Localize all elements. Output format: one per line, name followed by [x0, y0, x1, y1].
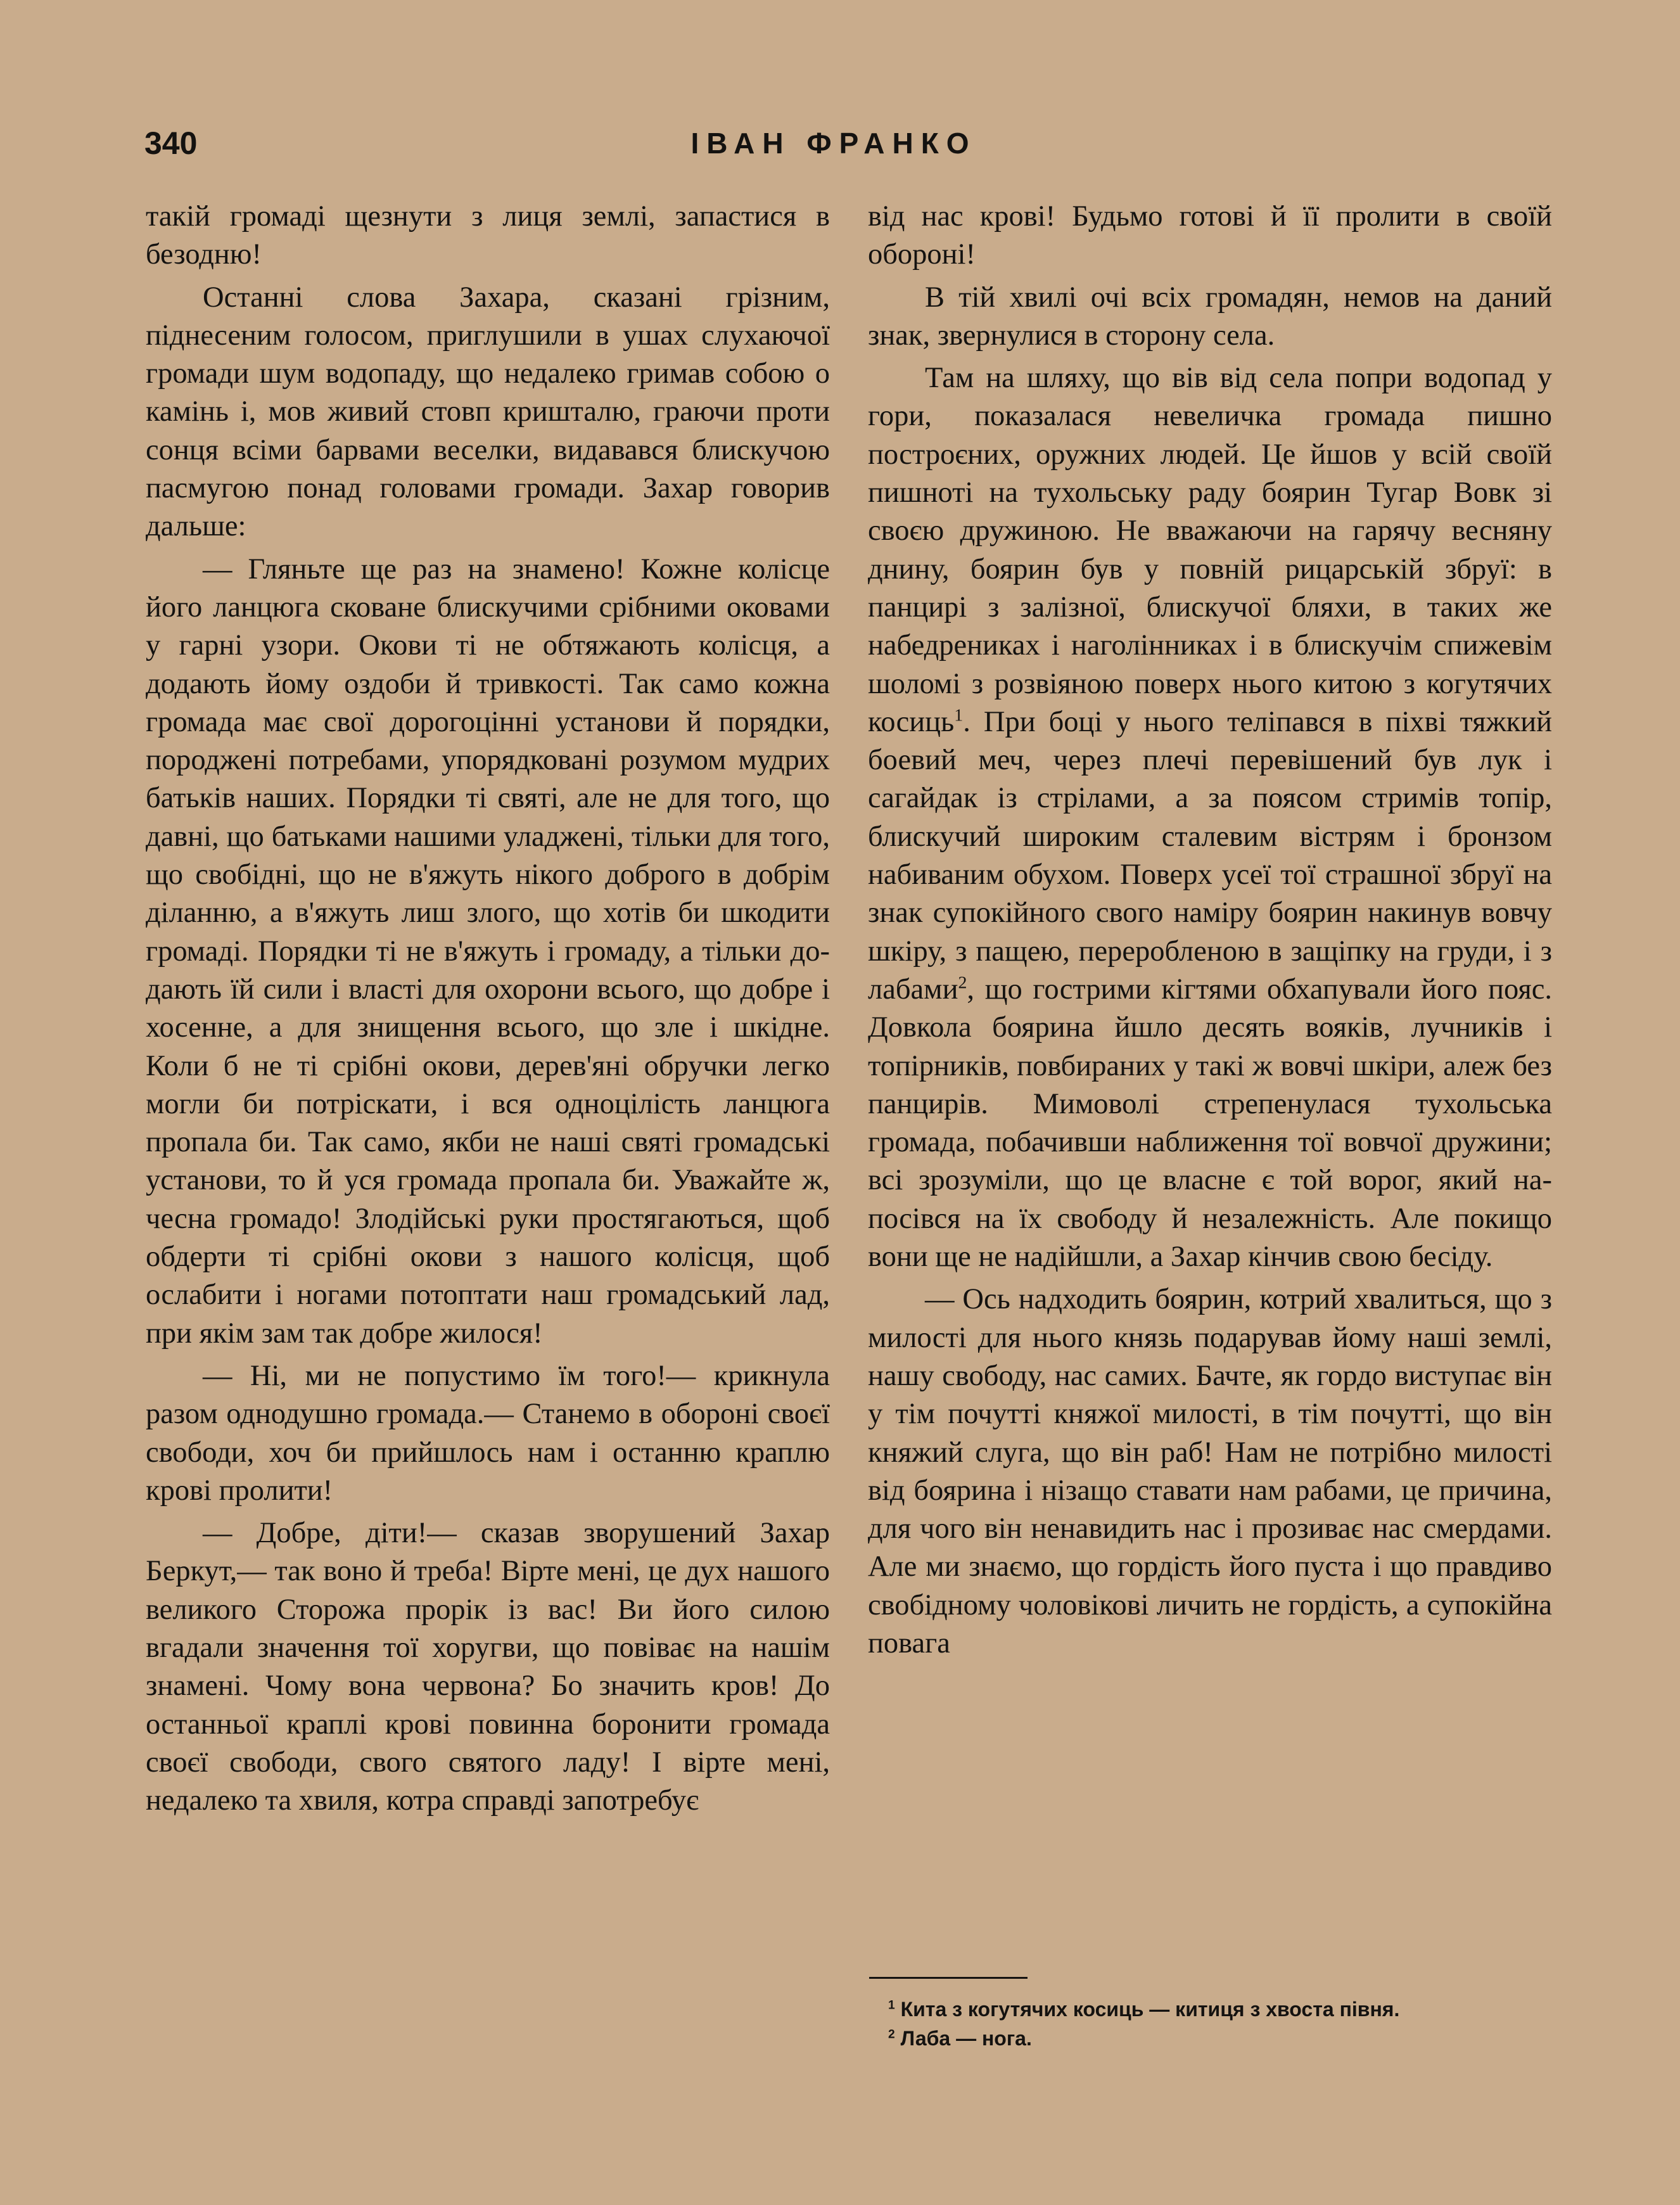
paragraph: від нас крові! Будьмо готові й її пролити в своїй обороні! — [868, 200, 1552, 271]
paragraph: — Ось надходить боярин, котрий хвалиться, що з милості для нього князь подарував йому наші землі, нашу свободу, нас самих. Бачте, як гордо виступає він у тім почутті княжої милості, в тім почутті, що він княжий слуга, що він раб! Нам не потрібно милості від боярина і нізащо ставати нам рабами, це причина, для чого він ненавидить нас і прозиває нас смердами. Але ми знаємо, що гордість його пуста і що правдиво свобідному чоловікові личить не гордість, а супокійна повага — [868, 1283, 1552, 1659]
text-segment: , що гострими кігтями обхапували його пояс. Довкола боярина йшло десять вояків, лучників і топірників, повбираних у такі ж вовчі шкіри, алеж без панцирів. Мимоволі стрепенулася тухольська громада, побачивши наближення тої вовчої дружини; всі зрозуміли, що це власне є той ворог, який напосівся на їх свободу й незалежність. Але покищо вони ще не надійшли, а Захар кінчив свою бесіду. — [868, 973, 1552, 1274]
page-header — [144, 124, 1523, 162]
footnotes — [869, 1996, 1541, 2054]
footnote-1 — [869, 1996, 1541, 2023]
footnote-ref[interactable]: 1 — [954, 705, 964, 725]
paragraph: — Добре, діти!— сказав зворушений Захар Беркут,— так воно й треба! Вірте мені, це дух нашого великого Сторожа прорік із вас! Ви його силою вгадали значення тої хоругви, що повіває на нашім знамені. Чому вона червона? Бо значить кров! До останньої краплі крові повинна боронити громада своєї свободи, свого святого ладу! І вірте мені, недалеко та хвиля, котра справді запотребує — [146, 1517, 830, 1817]
paragraph: Останні слова Захара, сказані грізним, піднесеним голосом, приглушили в ушах слухаючої громади шум водопаду, що недалеко гримав собою о камінь і, мов живий стовп кришталю, граючи проти сонця всіми барвами веселки, видавався блискучою пасмугою понад головами громади. Захар говорив дальше: — [146, 281, 830, 543]
left-text-column — [146, 198, 830, 2092]
paragraph: — Ні, ми не попустимо їм того!— крикнула разом однодушно громада.— Станемо в обороні своєї свободи, хоч би прийшлось нам і останню краплю крові пролити! — [146, 1359, 830, 1507]
paragraph-with-footnotes — [868, 359, 1552, 1276]
page-number: 340 — [144, 125, 198, 161]
paragraph: такій громаді щезнути з лиця землі, запастися в безодню! — [146, 200, 830, 271]
paragraph: — Гляньте ще раз на знамено! Кожне колісце його ланцюга сковане блискучими срібними оковами у гарні узори. Окови ті не обтяжають колісця, а додають йому оздоби й тривкості. Так само кожна громада має свої дорогоцінні установи й порядки, породжені потребами, упорядковані розумом мудрих батьків наших. Порядки ті святі, але не для того, що давні, що батьками нашими уладжені, тільки для того, що свобідні, що не в'яжуть нікого доброго в добрім діланню, а в'яжуть лиш злого, що хотів би шкодити громаді. Порядки ті не в'яжуть і громаду, а тільки додають їй сили і власті для охорони всього, що добре і хосенне, а для знищення всього, що зле і шкідне. Коли б не ті срібні окови, дерев'яні обручки легко могли би потріскати, і вся одноцілість ланцюга пропала би. Так само, якби не наші святі громадські установи, то й уся громада пропала би. Уважайте ж, чесна громадо! Злодійські руки простягаються, щоб обдерти ті срібні окови з нашого колісця, щоб ослабити і ногами потоптати наш громадський лад, при якім зам так добре жилося! — [146, 553, 830, 1350]
text-segment: Там на шляху, що вів від села попри водопад у гори, показалася невеличка громада пишно построєних, оружних людей. Це йшов у всій своїй пишноті на тухольську раду боярин Тугар Вовк зі своєю дружиною. Не вважаючи на гарячу весняну днину, боярин був у повній рицарській збруї: в панцирі з залізної, блискучої бляхи, в таких же набедрениках і наголінниках і в блискучім спижевім шоломі з розвіяною поверх нього китою з когутячих косиць — [868, 362, 1552, 738]
running-head-author: ІВАН ФРАНКО — [690, 127, 977, 160]
footnote-mark: 2 — [888, 2028, 895, 2042]
footnote-ref[interactable]: 2 — [958, 973, 967, 993]
footnote-text: Лаба — нога. — [894, 2027, 1032, 2050]
footnote-divider — [869, 1977, 1028, 1979]
text-segment: . При боці у нього теліпався в піхві тяжкий боевий меч, через плечі перевішений був лук і сагайдак із стрілами, а за поясом стримів топір, блискучий широким сталевим вістрям і бронзом набиваним обухом. Поверх усеї тої страшної збруї на знак супокійного свого наміру боярин накинув вовчу шкіру, з пащею, переробленою в защіпку на груди, і з лабами — [868, 705, 1552, 1006]
footnote-mark: 1 — [888, 1998, 895, 2012]
right-text-column — [868, 198, 1552, 1953]
paragraph: В тій хвилі очі всіх громадян, немов на даний знак, звернулися в сторону села. — [868, 281, 1552, 352]
footnote-2 — [869, 2025, 1541, 2052]
footnote-text: Кита з когутячих косиць — китиця з хвоста півня. — [894, 1998, 1400, 2021]
